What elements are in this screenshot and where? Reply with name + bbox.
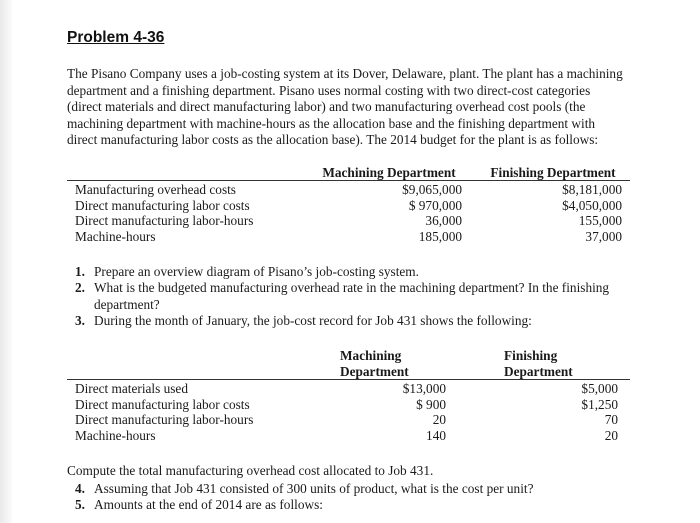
intro-line: direct manufacturing labor costs as the allocation base). The 2014 budget for the plant is as follows:	[67, 132, 599, 148]
budget-machining-value: 36,000	[425, 213, 462, 228]
page-edge-shadow	[0, 0, 12, 523]
intro-paragraph	[67, 66, 667, 149]
question-text: What is the budgeted manufacturing overhead rate in the machining department? In the finishing	[94, 280, 610, 296]
job-machining-value: $ 900	[416, 396, 446, 412]
intro-line: (direct materials and direct manufacturing labor) and two manufacturing overhead cost pools (the	[67, 99, 586, 115]
job-row-label: Direct manufacturing labor-hours	[75, 412, 254, 427]
intro-line: The Pisano Company uses a job-costing system at its Dover, Delaware, plant. The plant has a machining	[67, 66, 623, 81]
question-number: 3.	[75, 313, 85, 328]
budget-machining-value: $9,065,000	[402, 182, 462, 197]
job-finishing-value: 70	[604, 412, 618, 427]
question-text: During the month of January, the job-cost record for Job 431 shows the following:	[94, 313, 532, 328]
budget-finishing-value: $4,050,000	[562, 197, 622, 213]
job-machining-value: $13,000	[402, 381, 446, 396]
job-finishing-value: $1,250	[581, 396, 618, 412]
budget-row-label: Manufacturing overhead costs	[75, 182, 236, 197]
header-finishing: Finishing	[504, 348, 558, 363]
question-text: Assuming that Job 431 consisted of 300 units of product, what is the cost per unit?	[94, 481, 534, 496]
job-machining-value: 20	[432, 412, 446, 427]
budget-machining-value: $ 970,000	[408, 197, 462, 213]
header-finishing-department: Department	[504, 364, 573, 379]
question-number: 4.	[75, 481, 85, 496]
question-number: 2.	[75, 280, 85, 296]
job-row-label: Machine-hours	[75, 427, 156, 443]
compute-text: Compute the total manufacturing overhead cost allocated to Job 431.	[67, 463, 434, 478]
question-text: department?	[94, 296, 160, 312]
budget-row-label: Machine-hours	[75, 228, 156, 244]
job-table-top-rule	[67, 379, 630, 380]
job-finishing-value: 20	[604, 427, 618, 443]
budget-row-label: Direct manufacturing labor-hours	[75, 213, 254, 228]
intro-line: department and a finishing department. Pisano uses normal costing with two direct-cost categories	[67, 82, 591, 98]
budget-finishing-value: 155,000	[578, 213, 622, 228]
budget-table-top-rule	[67, 180, 630, 181]
budget-finishing-value: 37,000	[585, 228, 622, 244]
question-number: 5.	[75, 497, 85, 513]
problem-title: Problem 4-36	[67, 29, 165, 46]
header-machining: Machining	[340, 348, 402, 363]
job-row-label: Direct materials used	[75, 381, 188, 396]
header-finishing-department: Finishing Department	[490, 165, 616, 180]
budget-row-label: Direct manufacturing labor costs	[75, 197, 250, 213]
job-finishing-value: $5,000	[581, 381, 618, 396]
job-machining-value: 140	[426, 427, 446, 443]
job-row-label: Direct manufacturing labor costs	[75, 396, 250, 412]
question-number: 1.	[75, 264, 85, 279]
budget-machining-value: 185,000	[418, 228, 462, 244]
intro-line: machining department with machine-hours as the allocation base and the finishing department with	[67, 115, 596, 131]
header-machining-department: Department	[340, 364, 409, 379]
question-text: Amounts at the end of 2014 are as follows:	[94, 497, 323, 513]
budget-finishing-value: $8,181,000	[562, 182, 622, 197]
question-text: Prepare an overview diagram of Pisano’s job-costing system.	[94, 264, 419, 279]
header-machining-department: Machining Department	[322, 165, 456, 180]
